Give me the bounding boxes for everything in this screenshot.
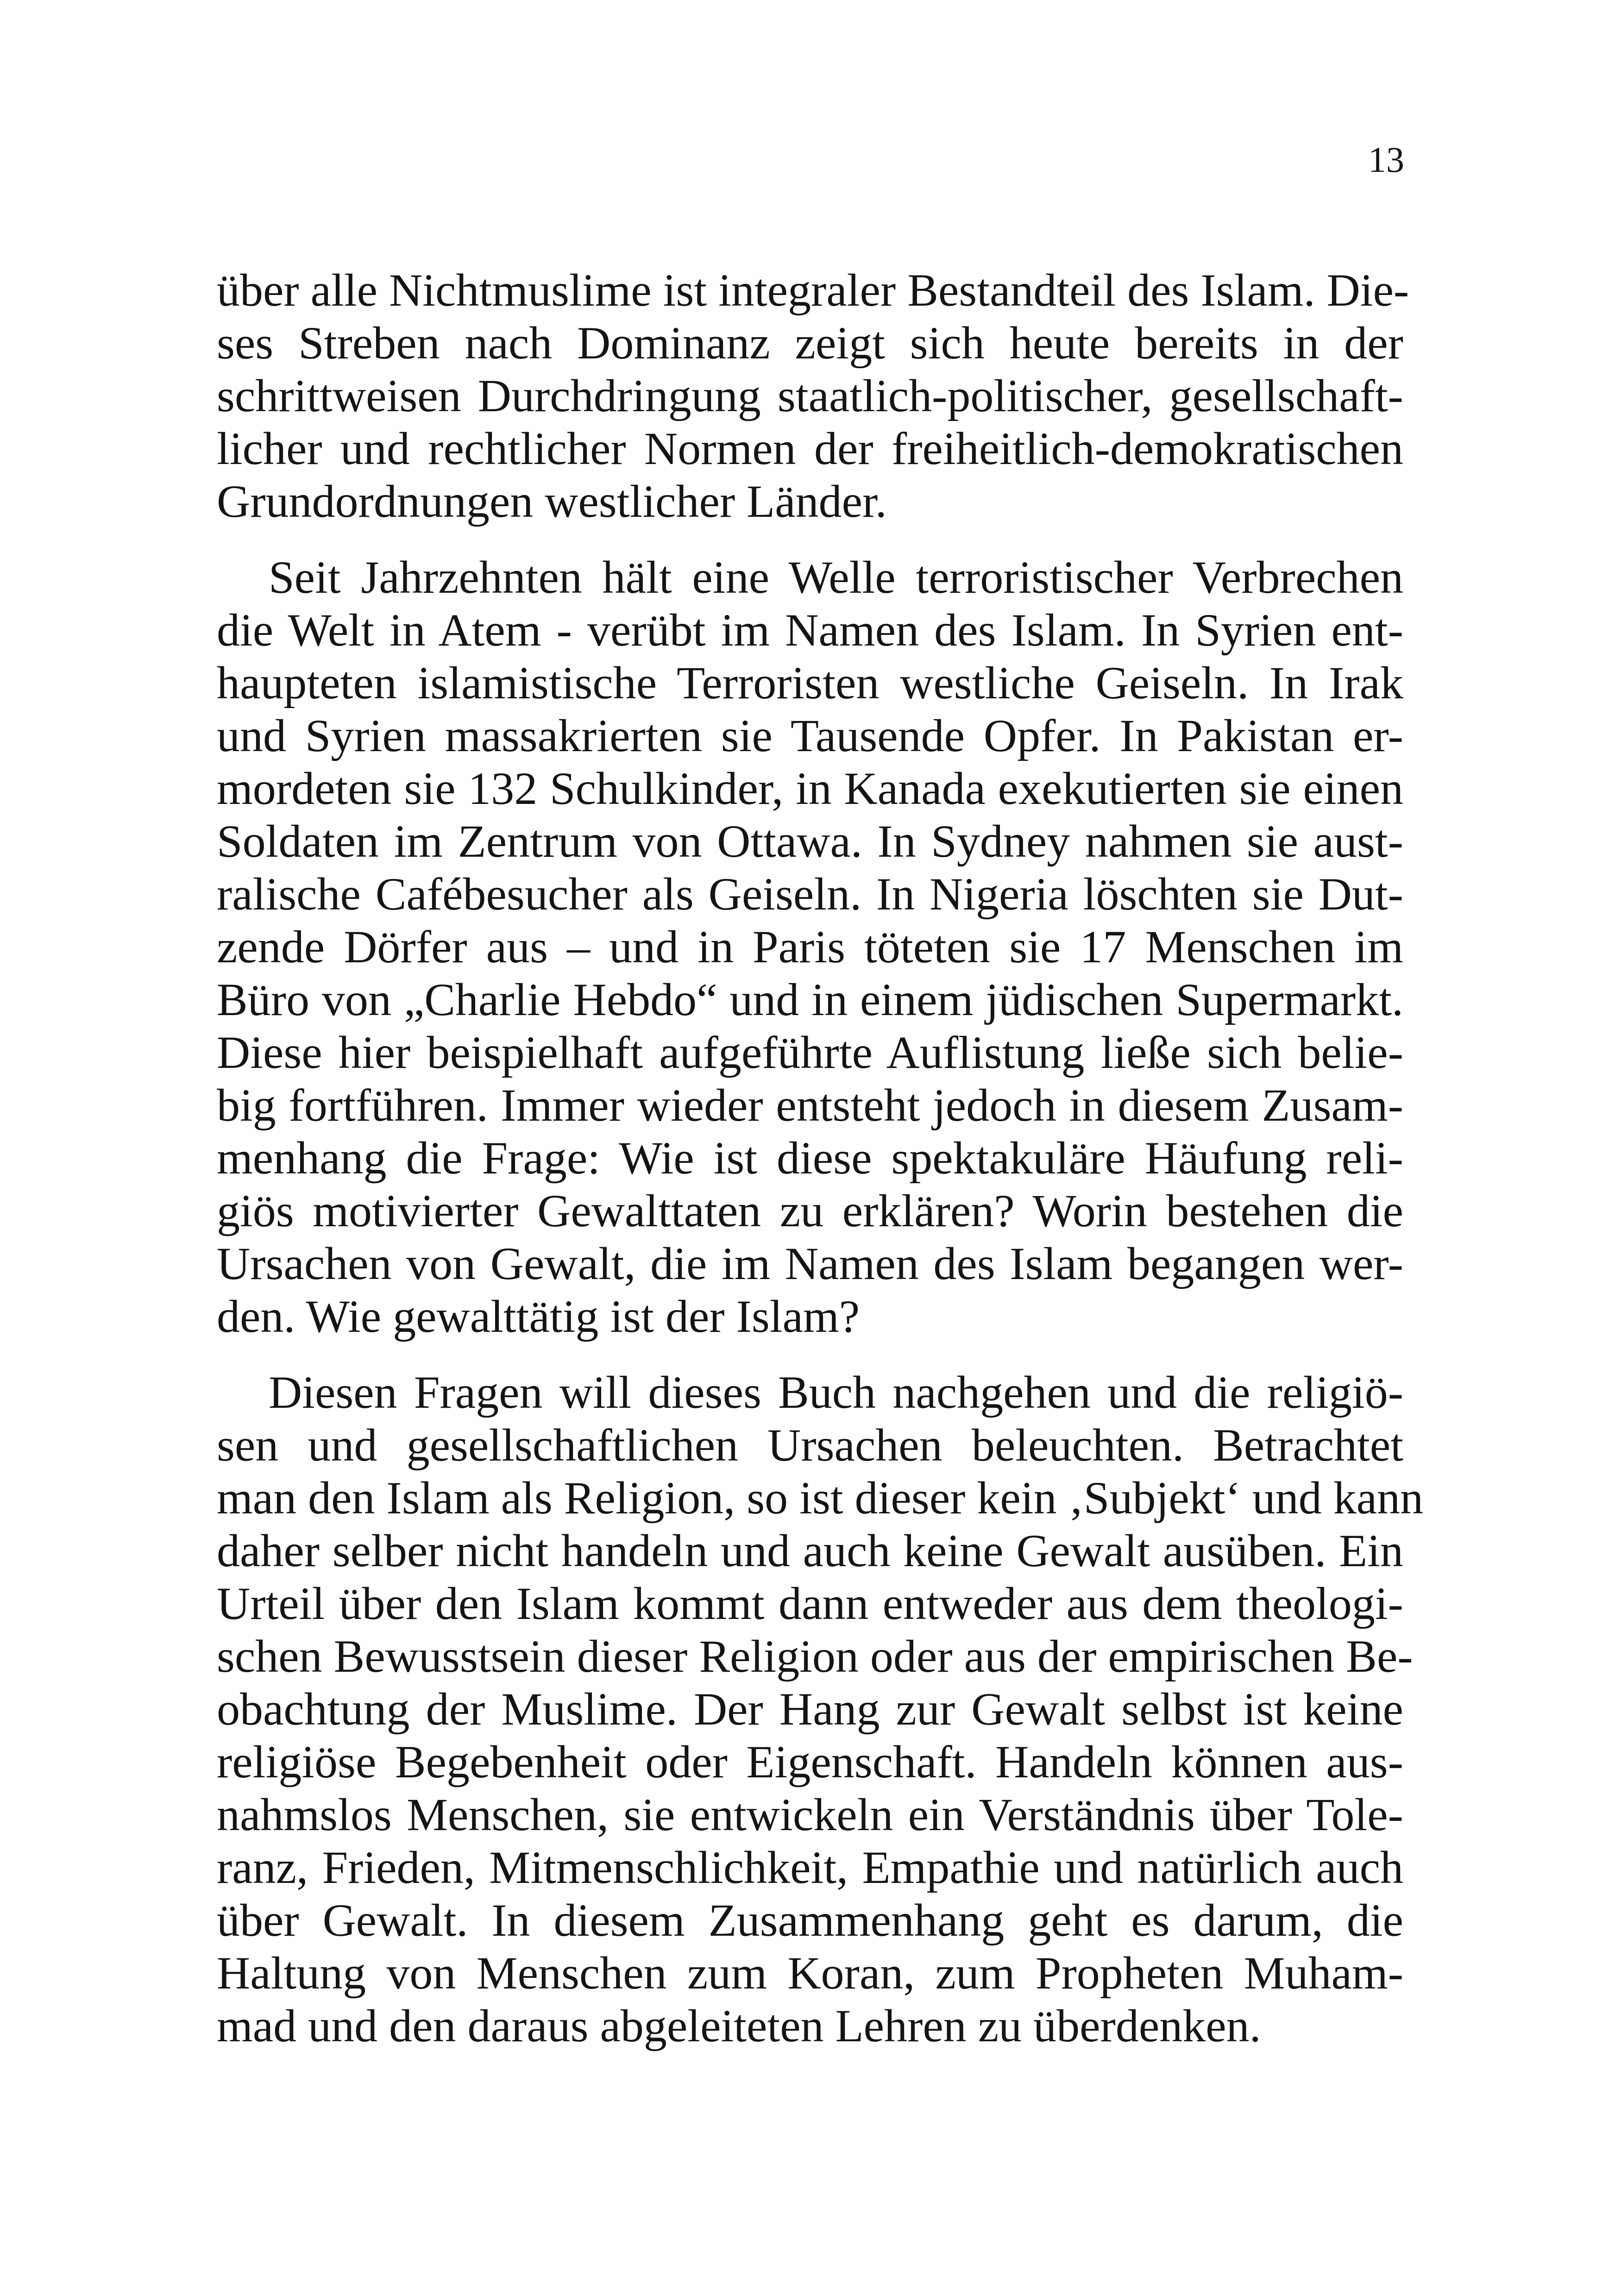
text-line: mad und den daraus abgeleiteten Lehren zu überdenken. bbox=[217, 2000, 1261, 2051]
text-line: mordeten sie 132 Schulkinder, in Kanada exekutierten sie einen bbox=[217, 763, 1403, 814]
text-line: Diese hier beispielhaft aufgeführte Auflistung ließe sich belie- bbox=[217, 1027, 1403, 1078]
text-line: ses Streben nach Dominanz zeigt sich heute bereits in der bbox=[217, 317, 1403, 369]
text-line: obachtung der Muslime. Der Hang zur Gewalt selbst ist keine bbox=[217, 1683, 1403, 1735]
paragraph-gap bbox=[217, 528, 1403, 551]
paragraph-2 bbox=[217, 551, 1403, 1343]
paragraph-1 bbox=[217, 264, 1409, 528]
text-line: ralische Cafébesucher als Geiseln. In Nigeria löschten sie Dut- bbox=[217, 868, 1403, 920]
text-line: Soldaten im Zentrum von Ottawa. In Sydney nahmen sie aust- bbox=[217, 816, 1403, 867]
text-line: religiöse Begebenheit oder Eigenschaft. Handeln können aus- bbox=[217, 1736, 1403, 1788]
text-line: über Gewalt. In diesem Zusammenhang geht es darum, die bbox=[217, 1895, 1403, 1946]
text-line: Ursachen von Gewalt, die im Namen des Islam begangen wer- bbox=[217, 1238, 1403, 1289]
text-line: daher selber nicht handeln und auch keine Gewalt ausüben. Ein bbox=[217, 1525, 1403, 1576]
text-line: schrittweisen Durchdringung staatlich-politischer, gesellschaft- bbox=[217, 370, 1403, 421]
text-line: ranz, Frieden, Mitmenschlichkeit, Empathie und natürlich auch bbox=[217, 1842, 1403, 1893]
text-line: Seit Jahrzehnten hält eine Welle terroristischer Verbrechen bbox=[269, 552, 1403, 603]
text-line: zende Dörfer aus – und in Paris töteten sie 17 Menschen im bbox=[217, 921, 1403, 972]
text-line: über alle Nichtmuslime ist integraler Bestandteil des Islam. Die- bbox=[217, 264, 1409, 316]
body-text bbox=[217, 264, 1424, 2052]
text-line: Grundordnungen westlicher Länder. bbox=[217, 476, 887, 527]
text-line: haupteten islamistische Terroristen westliche Geiseln. In Irak bbox=[217, 657, 1403, 709]
text-line: man den Islam als Religion, so ist dieser kein ‚Subjekt‘ und kann bbox=[217, 1472, 1424, 1524]
text-line: Büro von „Charlie Hebdo“ und in einem jüdischen Supermarkt. bbox=[217, 974, 1403, 1025]
text-line: nahmslos Menschen, sie entwickeln ein Verständnis über Tole- bbox=[217, 1789, 1403, 1840]
text-line: giös motivierter Gewalttaten zu erklären? Worin bestehen die bbox=[217, 1185, 1403, 1236]
text-line: sen und gesellschaftlichen Ursachen beleuchten. Betrachtet bbox=[217, 1419, 1403, 1471]
page-number: 13 bbox=[1368, 139, 1404, 180]
text-line: menhang die Frage: Wie ist diese spektakuläre Häufung reli- bbox=[217, 1132, 1403, 1184]
text-line: und Syrien massakrierten sie Tausende Opfer. In Pakistan er- bbox=[217, 710, 1403, 761]
text-line: Haltung von Menschen zum Koran, zum Propheten Muham- bbox=[217, 1947, 1403, 1999]
text-line: Diesen Fragen will dieses Buch nachgehen und die religiö- bbox=[269, 1367, 1403, 1418]
text-line: big fortführen. Immer wieder entsteht jedoch in diesem Zusam- bbox=[217, 1079, 1403, 1131]
text-line: Urteil über den Islam kommt dann entweder aus dem theologi- bbox=[217, 1578, 1403, 1629]
paragraph-gap bbox=[217, 1343, 1403, 1366]
text-line: schen Bewusstsein dieser Religion oder aus der empirischen Be- bbox=[217, 1631, 1413, 1682]
paragraph-3 bbox=[217, 1366, 1424, 2052]
text-line: licher und rechtlicher Normen der freiheitlich-demokratischen bbox=[217, 423, 1403, 474]
text-line: die Welt in Atem - verübt im Namen des Islam. In Syrien ent- bbox=[217, 604, 1403, 656]
text-line: den. Wie gewalttätig ist der Islam? bbox=[217, 1291, 860, 1342]
